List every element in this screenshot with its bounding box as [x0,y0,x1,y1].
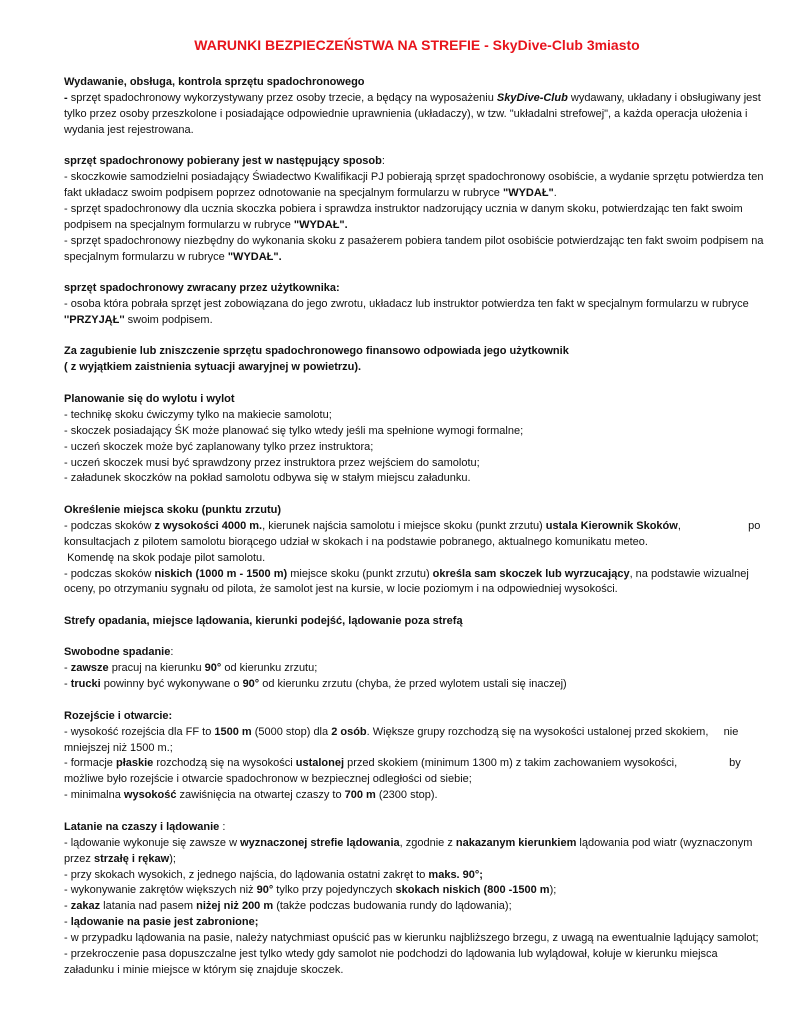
text: miejsce skoku (punkt zrzutu) [287,567,433,580]
liability-line: Za zagubienie lub zniszczenie sprzętu spadochronowego finansowo odpowiada jego użytkownik [64,345,569,358]
section-equipment-return [64,281,770,329]
emphasis: skokach niskich (800 -1500 m [395,884,550,897]
emphasis: niskich (1000 m - 1500 m) [154,567,288,580]
text: - minimalna [64,789,124,802]
text: - [64,900,71,913]
dash: - [64,91,71,104]
text: , po konsultacjach z pilotem samolotu biorącego udział w skokach i na podstawie pobranego, aktualnego komunikatu meteo. [64,519,764,548]
list-item [64,725,770,757]
section-heading-line [64,645,770,661]
emphasis: 700 m [344,789,376,802]
text: - osoba która pobrała sprzęt jest zobowiązana do jego zwrotu, układacz lub instruktor potwierdza ten fakt w specjalnym formularzu w rubryce [64,298,749,311]
heading-colon: : [219,820,226,833]
list-item [64,883,770,899]
section-heading: sprzęt spadochronowy pobierany jest w następujący sposob [64,155,382,168]
section-heading: Rozejście i otwarcie: [64,709,173,722]
section-canopy-landing [64,820,770,979]
list-item [64,836,770,868]
list-item [64,677,770,693]
emphasis: płaskie [115,757,154,770]
emphasis: strzałę i rękaw [93,852,170,865]
text: przed skokiem (minimum 1300 m) z takim zachowaniem wysokości, by możliwe było rozejście i otwarcie spadochronow w bezpiecznej odległości od siebie; [64,757,744,786]
text: - podczas skoków [64,519,155,532]
text: - formacje [64,757,116,770]
list-item [64,756,770,788]
emphasis: 1500 m [214,725,252,738]
emphasis: niżej niż 200 m [196,900,274,913]
list-item-continuation: Komendę na skok podaje pilot samolotu. [64,551,266,564]
text: - [64,662,71,675]
text: pracuj na kierunku [108,662,205,675]
document-title: WARUNKI BEZPIECZEŃSTWA NA STREFIE - SkyDive-Club 3miasto [194,37,640,53]
emphasis: wyznaczonej strefie lądowania [240,836,400,849]
text: od kierunku zrzutu; [221,662,318,675]
emphasis: ''PRZYJĄŁ'' [64,313,125,326]
club-name: SkyDive-Club [496,91,568,104]
emphasis: określa sam skoczek lub wyrzucający [432,567,630,580]
section-heading: Latanie na czaszy i lądowanie [64,820,220,833]
text: - wysokość rozejścia dla FF to [64,725,215,738]
list-item [64,661,770,677]
list-item [64,202,770,234]
text: ); [169,852,176,865]
section-equipment-issue [64,154,770,265]
section-liability [64,344,770,376]
text: lądowania pod wiatr (wyznaczonym przez [64,836,753,865]
text: - sprzęt spadochronowy niezbędny do wykonania skoku z pasażerem pobiera tandem pilot osobiście potwierdzając ten fakt swoim podpisem na specjalnym formularzu w rubryce [64,234,764,263]
emphasis: lądowanie na pasie jest zabronione; [70,916,259,929]
text: (także podczas budowania rundy do lądowania); [273,900,512,913]
text: (2300 stop). [375,789,438,802]
text: latania nad pasem [100,900,197,913]
text: - skoczkowie samodzielni posiadający Świadectwo Kwalifikacji PJ pobierają sprzęt spadochronowy osobiście, a wydanie sprzętu potwierdza ten fakt układacz swoim podpisem poprzez odnotowanie na specjalnym formularzu w rubryce [64,171,764,200]
text: - lądowanie wykonuje się zawsze w [64,836,241,849]
emphasis: ustalonej [295,757,345,770]
emphasis: zawsze [70,662,109,675]
emphasis: 2 osób [331,725,367,738]
emphasis: zakaz [70,900,101,913]
text: - wykonywanie zakrętów większych niż [64,884,257,897]
section-breakoff-opening [64,709,770,804]
section-heading: Strefy opadania, miejsce lądowania, kierunki podejść, lądowanie poza strefą [64,614,463,627]
emphasis: "WYDAŁ". [293,218,348,231]
text: , na podstawie wizualnej oceny, po otrzymaniu sygnału od pilota, że samolot jest na kursie, w locie poziomym i na odpowiedniej wysokości. [64,567,749,596]
emphasis: z wysokości 4000 m. [154,519,263,532]
emphasis: maks. 90°; [428,868,483,881]
section-heading-line [64,154,770,170]
text: - podczas skoków [64,567,155,580]
list-item: - w przypadku lądowania na pasie, należy natychmiast opuścić pas w kierunku najbliższego brzegu, z uwagą na ewentualnie lądujący samolot; [64,932,759,945]
list-item: - przekroczenie pasa dopuszczalne jest tylko wtedy gdy samolot nie podchodzi do lądowania lub wylądował, kołuje w kierunku miejsca załadunku i minie miejsce w którym się znajduje skoczek. [64,948,718,976]
text: . [553,187,557,200]
section-flight-planning [64,392,770,487]
text: powinny być wykonywane o [100,678,243,691]
section-jump-point [64,503,770,598]
heading-colon: : [170,646,174,659]
text: sprzęt spadochronowy wykorzystywany przez osoby trzecie, a będący na wyposażeniu [70,91,497,104]
emphasis: "WYDAŁ" [503,187,554,200]
section-equipment-handling [64,75,770,139]
emphasis: 90° [256,884,274,897]
section-heading: Określenie miejsca skoku (punktu zrzutu) [64,503,282,516]
section-heading: Wydawanie, obsługa, kontrola sprzętu spadochronowego [64,76,365,88]
list-item: - załadunek skoczków na pokład samolotu odbywa się w stałym miejscu załadunku. [64,472,471,485]
emphasis: "WYDAŁ". [227,250,282,263]
list-item [64,297,770,329]
emphasis: 90° [204,662,222,675]
liability-line: ( z wyjątkiem zaistnienia sytuacji awaryjnej w powietrzu). [64,361,362,374]
list-item: - technikę skoku ćwiczymy tylko na makiecie samolotu; [64,408,332,421]
list-item: - uczeń skoczek może być zaplanowany tylko przez instruktora; [64,440,374,453]
list-item: - skoczek posiadający ŚK może planować się tylko wtedy jeśli ma spełnione wymogi formalne; [64,424,524,437]
emphasis: trucki [70,678,101,691]
emphasis: nakazanym kierunkiem [455,836,577,849]
emphasis: 90° [242,678,260,691]
text: wydawany, układany i obsługiwany jest tylko przez osoby przeszkolone i posiadające odpowiednie uprawnienia (układaczy), w tzw. "układalni strefowej", a każda operacja ułożenia i wydania jest rejestrowana. [64,91,761,136]
section-heading-line [64,820,770,836]
text: , zgodnie z [399,836,456,849]
list-item [64,915,770,931]
paragraph [64,91,770,139]
text: - [64,916,71,929]
emphasis: wysokość [123,789,177,802]
section-heading: Swobodne spadanie [64,646,171,659]
text: . Większe grupy rozchodzą się na wysokości ustalonej przed skokiem, nie mniejszej niż 1500 m.; [64,725,742,754]
list-item [64,519,770,551]
text: swoim podpisem. [124,313,213,326]
list-item [64,788,770,804]
text: rozchodzą się na wysokości [153,757,296,770]
text: tylko przy pojedynczych [273,884,396,897]
text: , kierunek najścia samolotu i miejsce skoku (punkt zrzutu) [262,519,546,532]
section-zones [64,614,770,630]
document-page [64,36,770,979]
list-item [64,567,770,599]
heading-colon: : [381,155,385,168]
section-heading: sprzęt spadochronowy zwracany przez użytkownika: [64,282,340,295]
text: (5000 stop) dla [251,725,332,738]
list-item [64,234,770,266]
text: od kierunku zrzutu (chyba, że przed wylotem ustali się inaczej) [259,678,567,691]
text: zawiśnięcia na otwartej czaszy to [176,789,345,802]
text: ); [549,884,557,897]
list-item [64,170,770,202]
section-freefall [64,645,770,693]
text: - [64,678,71,691]
section-heading: Planowanie się do wylotu i wylot [64,392,235,405]
list-item: - uczeń skoczek musi być sprawdzony przez instruktora przez wejściem do samolotu; [64,456,480,469]
emphasis: ustala Kierownik Skoków [545,519,678,532]
text: - przy skokach wysokich, z jednego najścia, do lądowania ostatni zakręt to [64,868,429,881]
list-item [64,868,770,884]
text: - sprzęt spadochronowy dla ucznia skoczka pobiera i sprawdza instruktor nadzorujący ucznia w danym skoku, potwierdzając ten fakt swoim podpisem na specjalnym formularzu w rubryce [64,202,743,231]
list-item [64,899,770,915]
